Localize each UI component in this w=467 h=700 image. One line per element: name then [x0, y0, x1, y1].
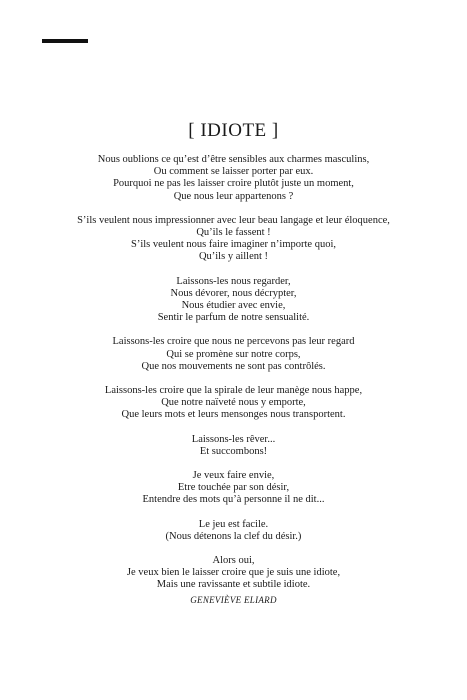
poem-line: Je veux bien le laisser croire que je suis une idiote, [126, 567, 341, 579]
poem-line: Qu’ils le fassent ! [196, 227, 271, 239]
poem-line: S’ils veulent nous faire imaginer n’importe quoi, [131, 239, 336, 251]
poem-line: Pourquoi ne pas les laisser croire plutôt juste un moment, [113, 178, 354, 190]
poem-line: Laissons-les croire que nous ne percevons pas leur regard [112, 336, 355, 348]
poem-line: Entendre des mots qu’à personne il ne dit... [142, 494, 325, 506]
poem-line: Nous dévorer, nous décrypter, [170, 287, 297, 299]
poem-line: Je veux faire envie, [192, 470, 275, 482]
poem-line: Et succombons! [199, 445, 268, 457]
poem-line: Qui se promène sur notre corps, [166, 348, 301, 360]
poem-line: (Nous détenons la clef du désir.) [165, 530, 302, 542]
poem-line: Que notre naïveté nous y emporte, [161, 397, 306, 409]
poem-line: Que nous leur appartenons ? [173, 190, 294, 202]
stanza-1 [0, 154, 467, 203]
stanza-7 [0, 470, 467, 507]
poem-line: Alors oui, [212, 555, 255, 567]
poem-line: Mais une ravissante et subtile idiote. [156, 579, 311, 591]
poem-line: Que nos mouvements ne sont pas contrôlés. [141, 360, 326, 372]
author-signature: GENEVIÈVE ELIARD [190, 594, 277, 605]
poem-line: Laissons-les rêver... [191, 433, 276, 445]
poem-line: Etre touchée par son désir, [177, 482, 290, 494]
poem-line: Ou comment se laisser porter par eux. [153, 166, 314, 178]
stanza-8 [0, 519, 467, 543]
poem-line: S’ils veulent nous impressionner avec leur beau langage et leur éloquence, [77, 214, 390, 226]
poem-line: Laissons-les nous regarder, [176, 275, 291, 287]
stanza-6 [0, 434, 467, 458]
stanza-5 [0, 385, 467, 422]
poem-line: Que leurs mots et leurs mensonges nous transportent. [121, 409, 346, 421]
poem-line: Laissons-les croire que la spirale de leur manège nous happe, [104, 385, 363, 397]
poem-title: [ IDIOTE ] [188, 120, 279, 141]
stanza-4 [0, 336, 467, 373]
stanza-9 [0, 555, 467, 606]
top-decorative-rule [42, 39, 88, 43]
poem-body [0, 154, 467, 606]
poem-line: Le jeu est facile. [198, 518, 269, 530]
poem-line: Qu’ils y aillent ! [198, 251, 269, 263]
stanza-3 [0, 276, 467, 325]
poem-line: Sentir le parfum de notre sensualité. [157, 312, 310, 324]
poem-line: Nous étudier avec envie, [181, 300, 286, 312]
stanza-2 [0, 215, 467, 264]
poem-line: Nous oublions ce qu’est d’être sensibles aux charmes masculins, [97, 154, 370, 165]
